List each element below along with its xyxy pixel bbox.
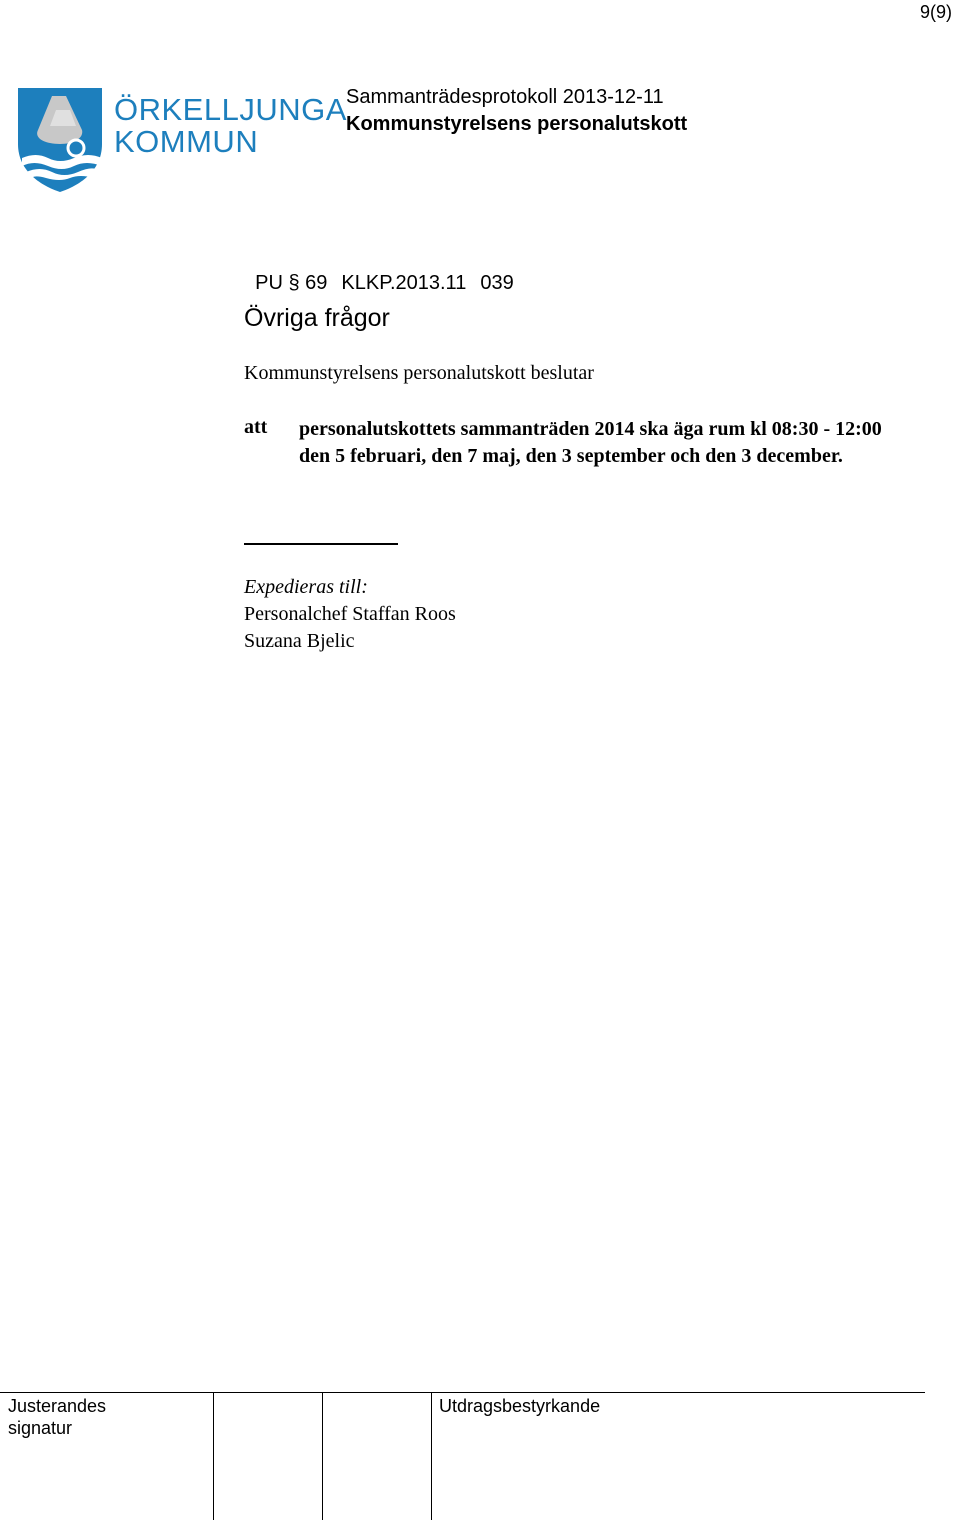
justerandes-label-line2: signatur [8,1418,73,1438]
footer-rule [0,1392,925,1393]
distribution-label: Expedieras till: [244,576,368,598]
recipient: Personalchef Staffan Roos [244,603,456,625]
logo-name-line1: ÖRKELLJUNGA [114,92,347,127]
decision-text: personalutskottets sammanträden 2014 ska äga rum kl 08:30 - 12:00 den 5 februari, den 7 maj, den 3 september och den 3 december. [299,418,882,467]
logo-name-line2: KOMMUN [114,124,259,159]
decision-intro: Kommunstyrelsens personalutskott beslutar [244,362,594,384]
signature-box-divider [213,1392,214,1520]
committee-name: Kommunstyrelsens personalutskott [346,113,688,135]
page-number: 9(9) [919,2,952,22]
paragraph-number: PU § 69 [255,272,328,294]
utdragsbestyrkande-label: Utdragsbestyrkande [439,1396,601,1416]
protocol-title: Sammanträdesprotokoll 2013-12-11 [346,86,664,108]
recipient: Suzana Bjelic [244,630,355,652]
justerandes-signatur-label [8,1395,106,1439]
municipality-logo [16,86,347,196]
separator-line [244,543,398,545]
att-label: att [244,416,268,438]
paragraph-reference [244,249,528,295]
archive-code: 039 [480,272,514,294]
signature-box-divider [322,1392,323,1520]
section-title: Övriga frågor [244,304,390,332]
signature-box-divider [431,1392,432,1520]
justerandes-label-line1: Justerandes [8,1396,107,1416]
case-number: KLKP.2013.11 [341,272,467,294]
coat-of-arms-icon [16,86,106,194]
